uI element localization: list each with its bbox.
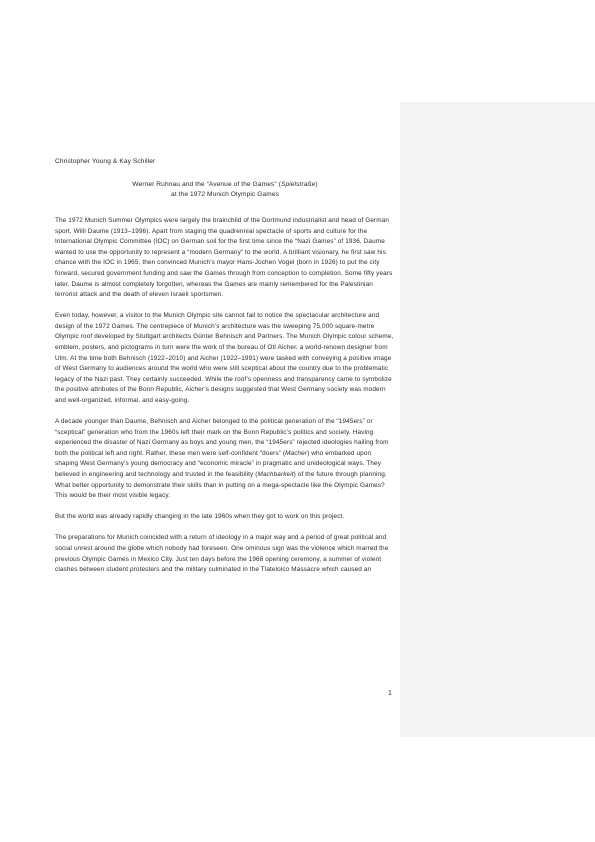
title-line1-text: Werner Ruhnau and the “Avenue of the Games” ( bbox=[132, 181, 281, 188]
author-line: Christopher Young & Kay Schiller bbox=[55, 158, 156, 165]
paragraph-4: But the world was already rapidly changing in the late 1960s when they got to work on this project. bbox=[55, 513, 345, 521]
paragraph-1: The 1972 Munich Summer Olympics were largely the brainchild of the Dortmund industrialist and head of German sport, Willi Daume (1913–1996). Apart from staging the quadrennial spectacle of sports and culture for the International Olympic Committee (IOC) on German soil for the first time since the “Nazi Games” of 1936, Daume wanted to use the opportunity to represent a “modern Germany” to the world. A brilliant visionary, he first saw his chance with the IOC in 1965, then convinced Munich’s mayor Hans-Jochen Vogel (born in 1926) to put the city forward, secured government funding and saw the Games through from conception to completion. Some fifty years later, Daume is almost completely forgotten, whereas the Games are mainly remembered for the Palestinian terrorist attack and the death of eleven Israeli sportsmen. bbox=[55, 217, 393, 299]
paragraph-3-text-b: ) who embarked upon shaping West Germany’s young democracy and “economic miracle” in pragmatic and unideological ways. They believed in engineering and technology and trusted in the feasibility ( bbox=[55, 449, 382, 479]
paragraph-5: The preparations for Munich coincided with a return of ideology in a major way and a period of great political and social unrest around the globe which nobody had foreseen. One ominous sign was the violence which marred the previous Olympic Games in Mexico City. Just ten days before the 1968 opening ceremony, a summer of violent clashes between student protesters and the military culminated in the Tlatelolco Massacre which caused an bbox=[55, 534, 389, 574]
comment-margin-panel bbox=[400, 102, 595, 737]
title-line1-italic: Spielstraße bbox=[280, 181, 316, 188]
paragraph-3 bbox=[55, 417, 395, 502]
paragraph-3-text-a: A decade younger than Daume, Behnisch and Aicher belonged to the political generation of the “1945ers” or “sceptical” generation who from the 1960s left their mark on the Bonn Republic’s politics and society. Having experienced the disaster of Nazi Germany as boys and young men, the “1945ers” rejected ideologies hailing from both the political left and right. Rather, these men were self-confident “doers” ( bbox=[55, 418, 389, 457]
paragraph-3-italic-macher: Macher bbox=[285, 449, 308, 457]
paragraph-3-italic-machbarkeit: Machbarkeit bbox=[257, 471, 294, 479]
title-line1-close: ) bbox=[315, 181, 318, 188]
article-title bbox=[55, 180, 395, 200]
title-line2: at the 1972 Munich Olympic Games bbox=[170, 191, 279, 198]
page-content bbox=[55, 157, 395, 586]
page-number: 1 bbox=[388, 690, 392, 697]
paragraph-2: Even today, however, a visitor to the Munich Olympic site cannot fail to notice the spectacular architecture and design of the 1972 Games. The centrepiece of Munich’s architecture was the sweeping 75,000 square-metre Olympic roof developed by Stuttgart architects Günter Behnisch and Partners. The Munich Olympic colour scheme, emblem, posters, and pictograms in turn were the work of the bureau of Otl Aicher, a world-renown designer from Ulm. At the time both Behnisch (1922–2010) and Aicher (1922–1991) were tasked with conveying a positive image of West Germany to audiences around the world who were still sceptical about the country due to the problematic legacy of the Nazi past. They certainly succeeded. While the roof’s openness and transparency came to symbolize the positive attributes of the Bonn Republic, Aicher’s designs suggested that West Germany society was modern and well-organized, informal, and easy-going. bbox=[55, 312, 394, 404]
paragraph-3-text-c: ) of the future through planning. What better opportunity to demonstrate their skills than in putting on a mega-spectacle like the Olympic Games? This would be their most visible legacy. bbox=[55, 471, 387, 500]
